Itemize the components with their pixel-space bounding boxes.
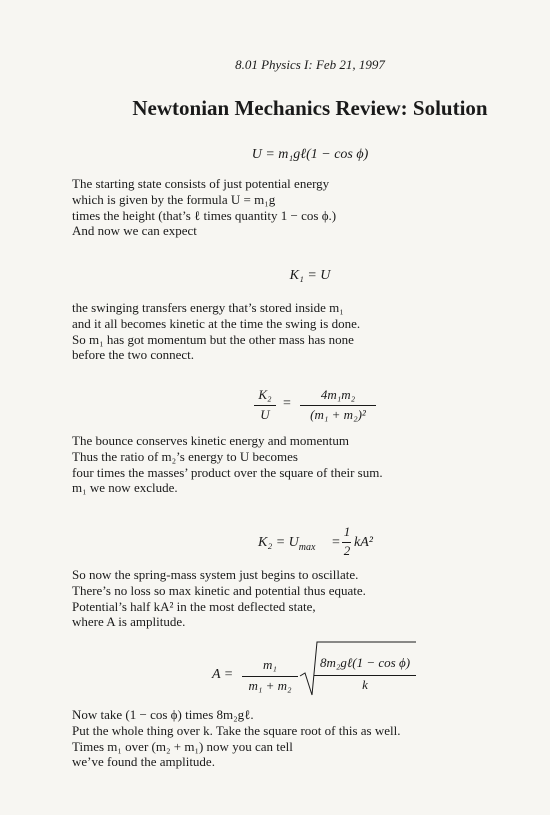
text-line: The bounce conserves kinetic energy and momentum	[72, 433, 350, 448]
text-line: There’s no loss so max kinetic and potential thus equate.	[72, 582, 366, 598]
equation-kinetic-equals-potential: K₁ = U	[289, 268, 331, 283]
fraction-bar	[254, 405, 276, 406]
text-line: Put the whole thing over k. Take the square root of this as well.	[72, 722, 401, 738]
text-line: Times m₁ over (m₂ + m₁) now you can tell	[72, 738, 293, 754]
fraction-numerator: 4m₁m₂	[320, 387, 356, 402]
text-line: which is given by the formula U = m₁g	[72, 191, 276, 207]
text-line: where A is amplitude.	[72, 614, 186, 630]
paragraph-4	[72, 567, 542, 630]
fraction-bar	[242, 676, 298, 677]
equals-sign: =	[283, 396, 291, 411]
subscript: max	[298, 541, 316, 553]
equals-sign: =	[332, 535, 340, 550]
fraction-numerator: K₂	[258, 387, 272, 402]
fraction-numerator: m₁	[263, 657, 277, 672]
text-line: So now the spring-mass system just begins to oscillate.	[72, 567, 359, 582]
fraction-denominator: 2	[343, 543, 351, 558]
paragraph-1	[72, 176, 542, 239]
equation-right: kA²	[354, 535, 373, 550]
paragraph-2	[72, 300, 542, 363]
text-line: The starting state consists of just potential energy	[72, 176, 330, 191]
text-line: times the height (that’s ℓ times quantity 1 − cos ϕ.)	[72, 207, 337, 223]
fraction-denominator: k	[362, 677, 368, 692]
text-line: the swinging transfers energy that’s stored inside m₁	[72, 300, 344, 315]
text-line: m₁ we now exclude.	[72, 480, 178, 496]
page-header: 8.01 Physics I: Feb 21, 1997	[235, 57, 385, 72]
text-line: Thus the ratio of m₂’s energy to U becomes	[72, 448, 298, 464]
text-line: And now we can expect	[72, 223, 197, 239]
text-line: Now take (1 − cos ϕ) times 8m₂gℓ.	[72, 707, 254, 722]
equation-left: $K_2 = U_{max}$	[258, 535, 316, 553]
fraction-bar	[314, 675, 416, 676]
fraction-denominator: U	[260, 407, 270, 422]
page-title: Newtonian Mechanics Review: Solution	[132, 96, 488, 120]
equation-left: A =	[212, 667, 234, 682]
fraction-bar	[300, 405, 376, 406]
paragraph-5	[72, 707, 542, 770]
text-line: Potential’s half kA² in the most deflected state,	[72, 598, 316, 614]
text-line: and it all becomes kinetic at the time the swing is done.	[72, 315, 361, 331]
fraction-numerator: 8m₂gℓ(1 − cos ϕ)	[319, 655, 411, 670]
fraction-denominator: m₁ + m₂	[248, 678, 292, 693]
paragraph-3	[72, 433, 542, 496]
text-line: four times the masses’ product over the square of their sum.	[72, 464, 383, 480]
fraction-numerator: 1	[343, 524, 351, 539]
text-line: So m₁ has got momentum but the other mass has none	[72, 331, 354, 347]
text-line: we’ve found the amplitude.	[72, 754, 215, 770]
text-line: before the two connect.	[72, 347, 195, 363]
equation-potential-energy: U = m₁gℓ(1 − cos ϕ)	[251, 147, 369, 162]
fraction-denominator: (m₁ + m₂)²	[310, 407, 366, 422]
